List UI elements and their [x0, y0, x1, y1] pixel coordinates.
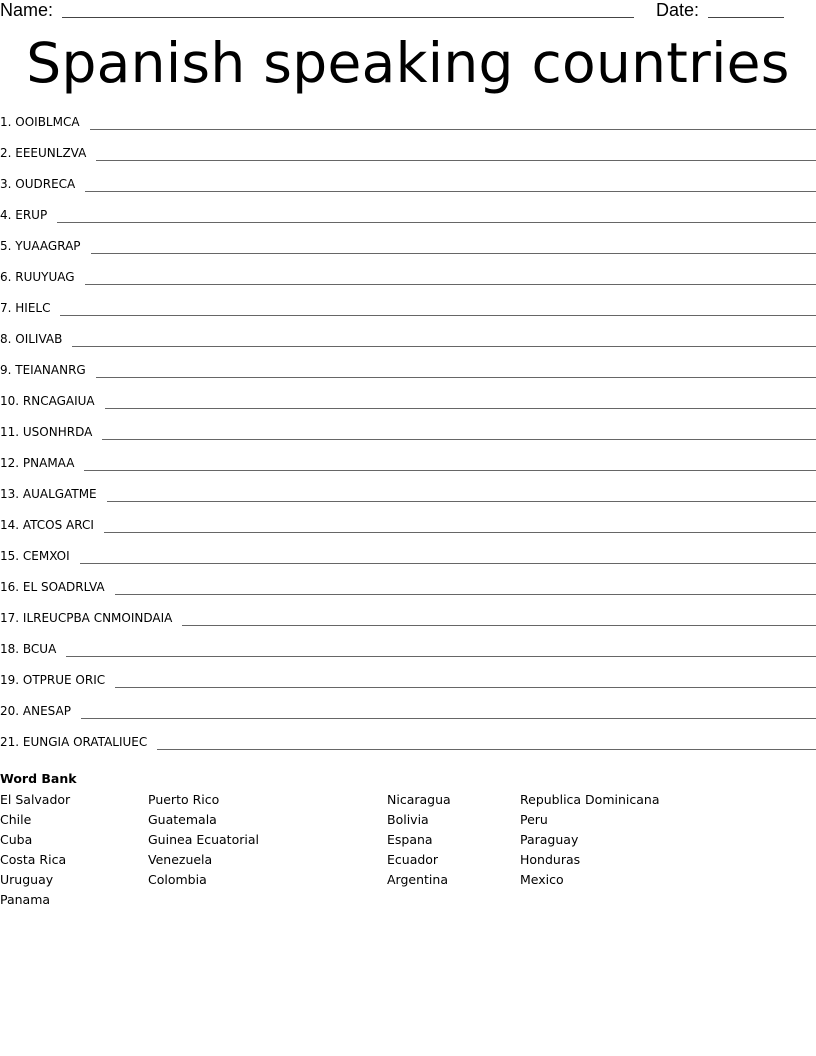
header-row	[0, 0, 816, 22]
word-bank-item: Costa Rica	[0, 852, 67, 867]
question-row	[0, 329, 816, 360]
question-row	[0, 732, 816, 763]
word-bank-item: Mexico	[520, 872, 564, 887]
question-row	[0, 639, 816, 670]
question-row	[0, 391, 816, 422]
word-bank-item: Nicaragua	[387, 792, 451, 807]
scrambled-word: 1. OOIBLMCA	[0, 115, 80, 129]
scrambled-word: 16. EL SOADRLVA	[0, 580, 105, 594]
word-bank-column-3	[387, 790, 451, 890]
scrambled-word: 9. TEIANANRG	[0, 363, 86, 377]
answer-line[interactable]	[107, 484, 816, 502]
scrambled-word: 14. ATCOS ARCI	[0, 518, 94, 532]
word-bank-item: Colombia	[148, 872, 207, 887]
scrambled-word: 20. ANESAP	[0, 704, 71, 718]
word-bank-item: Espana	[387, 832, 433, 847]
word-bank-item: Puerto Rico	[148, 792, 220, 807]
answer-line[interactable]	[115, 670, 816, 688]
word-bank-item: Republica Dominicana	[520, 792, 660, 807]
question-row	[0, 577, 816, 608]
word-bank-item: Cuba	[0, 832, 33, 847]
scrambled-word: 15. CEMXOI	[0, 549, 70, 563]
scrambled-word: 5. YUAAGRAP	[0, 239, 81, 253]
scrambled-word: 11. USONHRDA	[0, 425, 93, 439]
answer-line[interactable]	[90, 112, 816, 130]
date-label: Date:	[656, 0, 700, 20]
question-row	[0, 360, 816, 391]
scrambled-word: 10. RNCAGAIUA	[0, 394, 95, 408]
question-row	[0, 670, 816, 701]
question-row	[0, 267, 816, 298]
question-row	[0, 143, 816, 174]
answer-line[interactable]	[157, 732, 816, 750]
question-row	[0, 112, 816, 143]
question-row	[0, 546, 816, 577]
answer-line[interactable]	[115, 577, 816, 595]
question-row	[0, 453, 816, 484]
word-bank-item: Uruguay	[0, 872, 54, 887]
word-bank-item: El Salvador	[0, 792, 71, 807]
question-row	[0, 174, 816, 205]
answer-line[interactable]	[60, 298, 816, 316]
scrambled-word: 12. PNAMAA	[0, 456, 75, 470]
worksheet-title: Spanish speaking countries	[26, 31, 790, 95]
scramble-question-list	[0, 112, 816, 763]
scrambled-word: 18. BCUA	[0, 642, 57, 656]
name-answer-line[interactable]	[62, 17, 634, 18]
answer-line[interactable]	[72, 329, 816, 347]
word-bank-item: Honduras	[520, 852, 581, 867]
word-bank-item: Peru	[520, 812, 548, 827]
answer-line[interactable]	[91, 236, 816, 254]
answer-line[interactable]	[81, 701, 816, 719]
word-bank-column-2	[148, 790, 259, 890]
question-row	[0, 608, 816, 639]
scrambled-word: 7. HIELC	[0, 301, 51, 315]
answer-line[interactable]	[182, 608, 816, 626]
scrambled-word: 8. OILIVAB	[0, 332, 63, 346]
name-label: Name:	[0, 0, 54, 20]
question-row	[0, 515, 816, 546]
answer-line[interactable]	[80, 546, 816, 564]
question-row	[0, 298, 816, 329]
word-bank-item: Bolivia	[387, 812, 429, 827]
question-row	[0, 701, 816, 732]
question-row	[0, 236, 816, 267]
answer-line[interactable]	[84, 453, 816, 471]
scrambled-word: 4. ERUP	[0, 208, 48, 222]
question-row	[0, 205, 816, 236]
word-bank-column-1	[0, 790, 70, 910]
answer-line[interactable]	[96, 143, 816, 161]
word-bank-item: Ecuador	[387, 852, 439, 867]
answer-line[interactable]	[85, 174, 816, 192]
date-answer-line[interactable]	[708, 17, 784, 18]
word-bank-item: Chile	[0, 812, 32, 827]
word-bank-item: Guatemala	[148, 812, 217, 827]
scrambled-word: 3. OUDRECA	[0, 177, 76, 191]
answer-line[interactable]	[57, 205, 816, 223]
answer-line[interactable]	[66, 639, 816, 657]
answer-line[interactable]	[102, 422, 816, 440]
scrambled-word: 21. EUNGIA ORATALIUEC	[0, 735, 148, 749]
answer-line[interactable]	[96, 360, 816, 378]
scrambled-word: 17. ILREUCPBA CNMOINDAIA	[0, 611, 173, 625]
answer-line[interactable]	[104, 515, 816, 533]
question-row	[0, 484, 816, 515]
word-bank-title: Word Bank	[0, 771, 77, 786]
scrambled-word: 6. RUUYUAG	[0, 270, 75, 284]
scrambled-word: 13. AUALGATME	[0, 487, 97, 501]
scrambled-word: 2. EEEUNLZVA	[0, 146, 87, 160]
word-bank-item: Venezuela	[148, 852, 213, 867]
word-bank-item: Paraguay	[520, 832, 579, 847]
answer-line[interactable]	[105, 391, 816, 409]
word-bank-item: Argentina	[387, 872, 448, 887]
word-bank-item: Guinea Ecuatorial	[148, 832, 259, 847]
scrambled-word: 19. OTPRUE ORIC	[0, 673, 106, 687]
question-row	[0, 422, 816, 453]
word-bank-item: Panama	[0, 892, 51, 907]
word-bank-column-4	[520, 790, 660, 890]
answer-line[interactable]	[85, 267, 816, 285]
